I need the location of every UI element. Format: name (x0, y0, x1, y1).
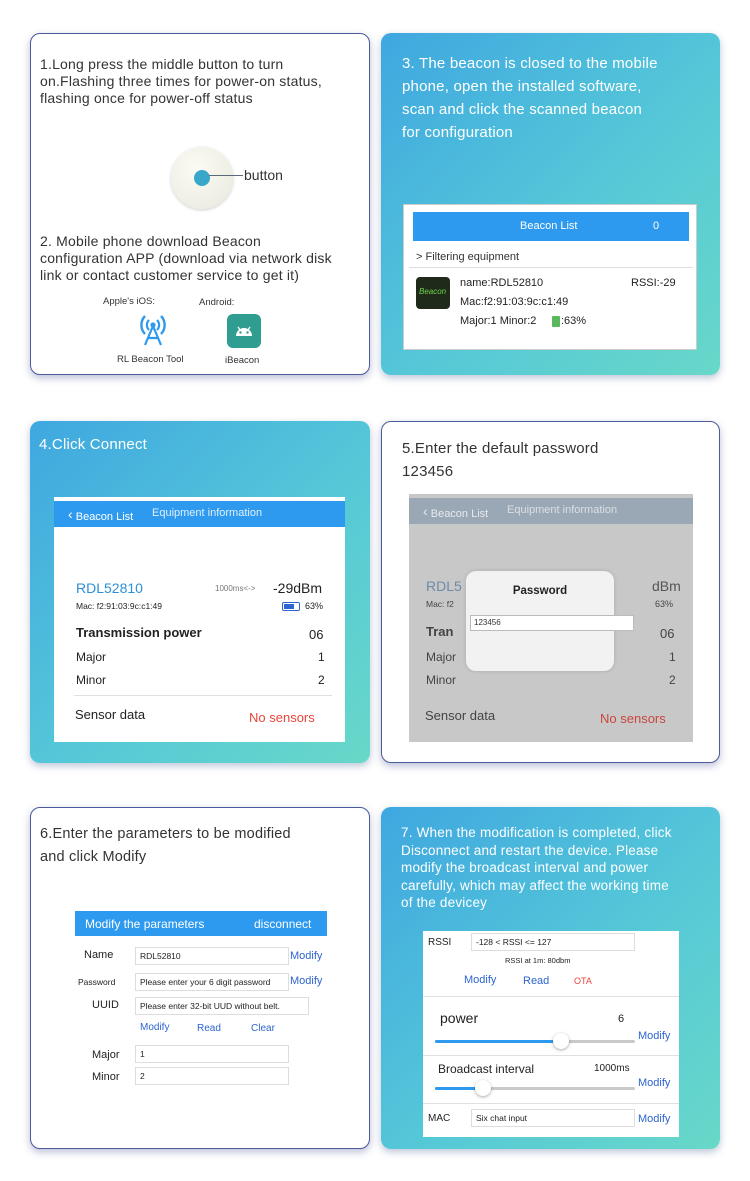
button-pointer-line (209, 175, 243, 176)
beacon-button-dot (194, 170, 210, 186)
disconnect-button[interactable]: disconnect (254, 917, 312, 931)
beacon-item-major-minor: Major:1 Minor:2 (460, 315, 537, 327)
device-name[interactable]: RDL52810 (76, 580, 143, 596)
uuid-input[interactable]: Please enter 32-bit UUD without belt. (135, 997, 309, 1015)
battery-icon (282, 602, 300, 611)
connect-screenshot (54, 497, 345, 742)
sensor-data-label: Sensor data (425, 708, 496, 723)
major-label: Major (92, 1049, 120, 1061)
rssi-range-input[interactable]: -128 < RSSI <= 127 (471, 933, 635, 951)
modify-uuid-button[interactable]: Modify (140, 1022, 170, 1033)
step6-card (30, 807, 370, 1149)
power-slider-thumb[interactable] (553, 1033, 569, 1049)
modify-interval-button[interactable]: Modify (638, 1077, 671, 1089)
modify-button[interactable]: Modify (464, 974, 497, 986)
broadcast-interval: 1000ms<-> (215, 584, 256, 593)
chevron-left-icon: ‹ (68, 506, 73, 522)
major-input[interactable]: 1 (135, 1045, 289, 1063)
beacon-item-battery: :63% (561, 315, 587, 327)
rssi-label: RSSI (428, 937, 452, 948)
modify-power-button[interactable]: Modify (638, 1030, 671, 1042)
step1-card (30, 33, 370, 375)
rssi-note: RSSI at 1m: 80dbm (505, 956, 571, 965)
divider (423, 996, 679, 997)
equipment-header (54, 501, 345, 527)
major-label: Major (76, 650, 107, 664)
back-button[interactable]: ‹ Beacon List (68, 506, 134, 523)
password-label: Password (78, 977, 116, 987)
battery-icon (552, 316, 560, 327)
broadcast-interval-value: 1000ms (594, 1063, 630, 1074)
sensor-data-value: No sensors (600, 711, 666, 726)
step3-text: 3. The beacon is closed to the mobile phone, open the installed software, scan and click the scanned beacon for configuration (402, 55, 658, 141)
modify-name-button[interactable]: Modify (290, 950, 323, 962)
mac-input[interactable]: Six chat input (471, 1109, 635, 1127)
step6-text: 6.Enter the parameters to be modified and click Modify (40, 826, 291, 865)
step4-text: 4.Click Connect (39, 436, 148, 453)
minor-value: 2 (669, 673, 676, 687)
antenna-icon[interactable] (134, 310, 172, 346)
tx-power-label: Transmission power (76, 625, 202, 640)
name-label: Name (84, 949, 114, 961)
interval-slider-thumb[interactable] (475, 1080, 491, 1096)
mac-label: MAC (428, 1113, 451, 1124)
step7-text: 7. When the modification is completed, click Disconnect and restart the device. Please modify the broadcast interval and power carefully, which may affect the working time of the devicey (401, 825, 672, 910)
power-slider-fill (435, 1040, 561, 1043)
major-value: 1 (669, 650, 676, 664)
beacon-list-header (413, 212, 689, 241)
divider (423, 1103, 679, 1104)
device-battery: 63% (305, 601, 324, 611)
power-label: power (440, 1010, 479, 1026)
modify-complete-screenshot (423, 931, 679, 1137)
step4-card (30, 421, 370, 763)
divider (74, 695, 332, 696)
equipment-header (409, 498, 693, 524)
name-input[interactable]: RDL52810 (135, 947, 289, 965)
password-input[interactable]: 123456 (470, 615, 634, 631)
back-button[interactable]: ‹ Beacon List (423, 503, 489, 520)
modify-parameters-header (75, 911, 327, 936)
device-rssi: dBm (652, 578, 681, 594)
beacon-item-mac: Mac:f2:91:03:9c:c1:49 (460, 296, 569, 308)
major-label: Major (426, 650, 457, 664)
minor-label: Minor (76, 673, 107, 687)
equipment-info-title: Equipment information (507, 504, 618, 516)
tx-power-value: 06 (660, 626, 675, 641)
modify-parameters-title: Modify the parameters (85, 917, 205, 931)
tx-power-label: Tran (426, 624, 454, 639)
beacon-device-image (171, 147, 233, 209)
minor-label: Minor (426, 673, 457, 687)
modify-password-button[interactable]: Modify (290, 975, 323, 987)
button-callout-label: button (244, 167, 283, 183)
divider (409, 267, 693, 268)
read-button[interactable]: Read (523, 975, 550, 987)
device-battery: 63% (655, 599, 674, 609)
ios-app-name: RL Beacon Tool (117, 354, 184, 365)
chevron-left-icon: ‹ (423, 503, 428, 519)
major-value: 1 (318, 650, 325, 664)
android-icon[interactable] (227, 314, 261, 348)
device-rssi: -29dBm (273, 580, 323, 596)
ota-button[interactable]: OTA (574, 976, 592, 986)
tx-power-value: 06 (309, 627, 324, 642)
step3-card (381, 33, 720, 375)
password-dialog-title: Password (512, 585, 568, 597)
power-slider[interactable] (435, 1040, 635, 1043)
beacon-list-title: Beacon List (520, 220, 578, 232)
read-button[interactable]: Read (197, 1023, 221, 1034)
android-label: Android: (199, 297, 235, 308)
beacon-list-screenshot (403, 204, 697, 350)
ios-label: Apple's iOS: (103, 296, 155, 307)
sensor-data-label: Sensor data (75, 707, 146, 722)
minor-value: 2 (318, 673, 325, 687)
device-mac: Mac: f2:91:03:9c:c1:49 (76, 601, 162, 611)
equipment-info-title: Equipment information (152, 507, 263, 519)
clear-button[interactable]: Clear (251, 1023, 275, 1034)
password-dialog (466, 571, 614, 671)
uuid-label: UUID (92, 999, 119, 1011)
device-name: RDL5 (426, 578, 462, 594)
beacon-item-rssi: RSSI:-29 (631, 277, 676, 289)
beacon-list-count: 0 (653, 220, 660, 232)
device-mac: Mac: f2 (426, 599, 454, 609)
beacon-item-name: name:RDL52810 (460, 277, 544, 289)
step7-card (381, 807, 720, 1149)
password-screenshot (409, 494, 693, 742)
sensor-data-value: No sensors (249, 710, 315, 725)
android-app-name: iBeacon (225, 355, 260, 366)
filtering-equipment-toggle[interactable]: > Filtering equipment (416, 251, 520, 263)
step5-text: 5.Enter the default password 123456 (402, 440, 599, 480)
step1-text: 1.Long press the middle button to turn on.Flashing three times for power-on status, flashing once for power-off status (40, 56, 322, 106)
password-input[interactable]: Please enter your 6 digit password (135, 973, 289, 991)
broadcast-interval-slider[interactable] (435, 1087, 635, 1090)
beacon-app-icon: Beacon (416, 277, 450, 309)
divider (423, 1055, 679, 1056)
step5-card (381, 421, 720, 763)
minor-label: Minor (92, 1071, 120, 1083)
broadcast-interval-label: Broadcast interval (438, 1062, 535, 1076)
modify-mac-button[interactable]: Modify (638, 1113, 671, 1125)
step2-text: 2. Mobile phone download Beacon configuration APP (download via network disk link or contact customer service to get it) (40, 233, 332, 283)
minor-input[interactable]: 2 (135, 1067, 289, 1085)
power-value: 6 (618, 1013, 625, 1025)
